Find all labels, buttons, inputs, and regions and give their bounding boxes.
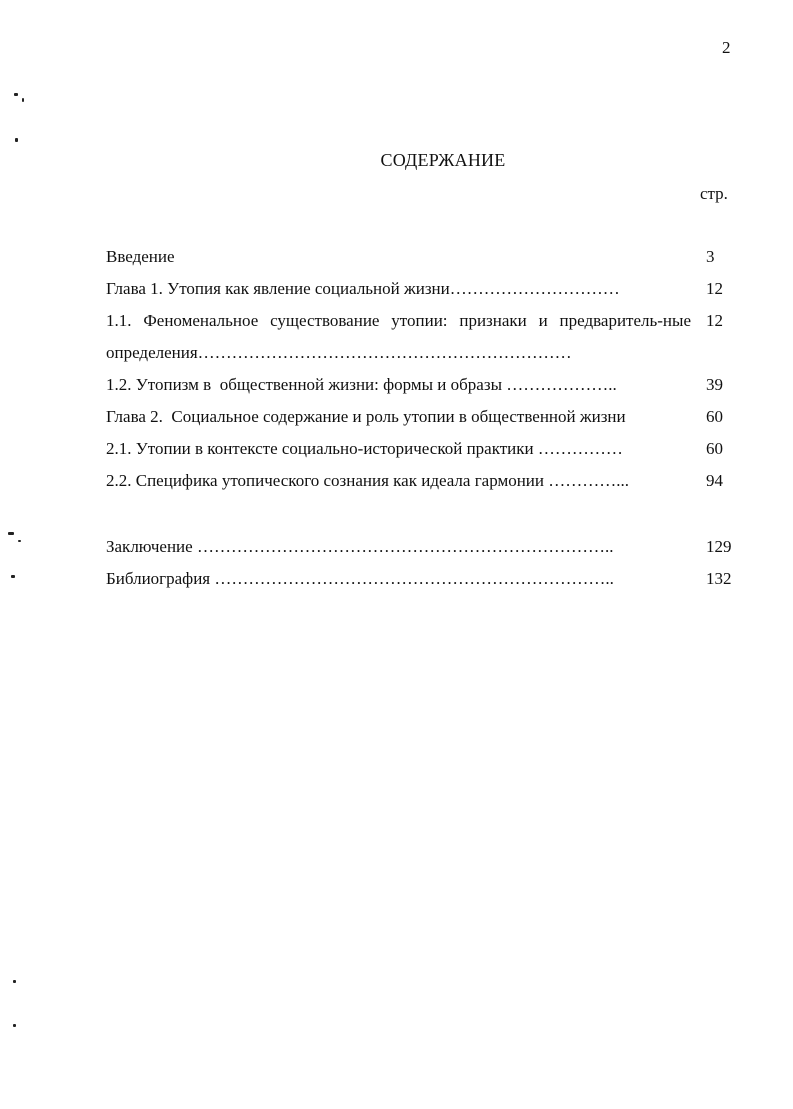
- toc-entry-text: Заключение ………………………………………………………………..: [106, 537, 614, 556]
- toc-entry-page: 132: [706, 569, 732, 588]
- toc-entry-page: 12: [706, 311, 723, 330]
- page-title: СОДЕРЖАНИЕ: [380, 150, 506, 170]
- scan-speck: [8, 532, 14, 535]
- scan-speck: [22, 98, 24, 102]
- toc-entry-text: 2.2. Специфика утопического сознания как идеала гармонии …………...: [106, 471, 630, 490]
- scan-speck: [18, 540, 21, 542]
- scan-speck: [15, 138, 18, 142]
- toc-entry-text: Введение: [106, 247, 175, 266]
- toc-entry-page: 129: [706, 537, 732, 556]
- toc-entry-text: Библиография ……………………………………………………………..: [106, 569, 614, 588]
- toc-entry-page: 60: [706, 407, 723, 426]
- toc-entry-section-2-1: [106, 438, 746, 470]
- toc-entry-page: 12: [706, 279, 723, 298]
- toc-entry-text: 1.2. Утопизм в общественной жизни: формы и образы ………………..: [106, 375, 617, 394]
- toc-entry-section-1-1: [106, 310, 746, 374]
- toc-entry-bibliography: [106, 568, 746, 600]
- page-column-label: стр.: [700, 184, 728, 203]
- toc-entry-page: 94: [706, 471, 723, 490]
- toc-entry-introduction: [106, 246, 746, 278]
- toc-entry-conclusion: [106, 536, 746, 568]
- toc-entry-section-2-2: [106, 470, 746, 502]
- scan-speck: [13, 1024, 16, 1027]
- toc-entry-text: Глава 2. Социальное содержание и роль утопии в общественной жизни: [106, 407, 626, 426]
- toc-entry-text: 1.1. Феноменальное существование утопии: признаки и предваритель-ные определения…………………………………………………………: [106, 311, 691, 362]
- scan-speck: [14, 93, 18, 96]
- toc-entry-page: 3: [706, 247, 715, 266]
- scan-speck: [11, 575, 15, 578]
- scan-speck: [13, 980, 16, 983]
- toc-entry-page: 39: [706, 375, 723, 394]
- toc-entry-text: Глава 1. Утопия как явление социальной жизни…………………………: [106, 279, 620, 298]
- toc-entry-text: 2.1. Утопии в контексте социально-исторической практики ……………: [106, 439, 623, 458]
- page-number: 2: [722, 38, 731, 57]
- table-of-contents: [106, 246, 746, 600]
- toc-spacer: [106, 502, 746, 536]
- toc-entry-section-1-2: [106, 374, 746, 406]
- toc-entry-page: 60: [706, 439, 723, 458]
- toc-entry-chapter-2: [106, 406, 746, 438]
